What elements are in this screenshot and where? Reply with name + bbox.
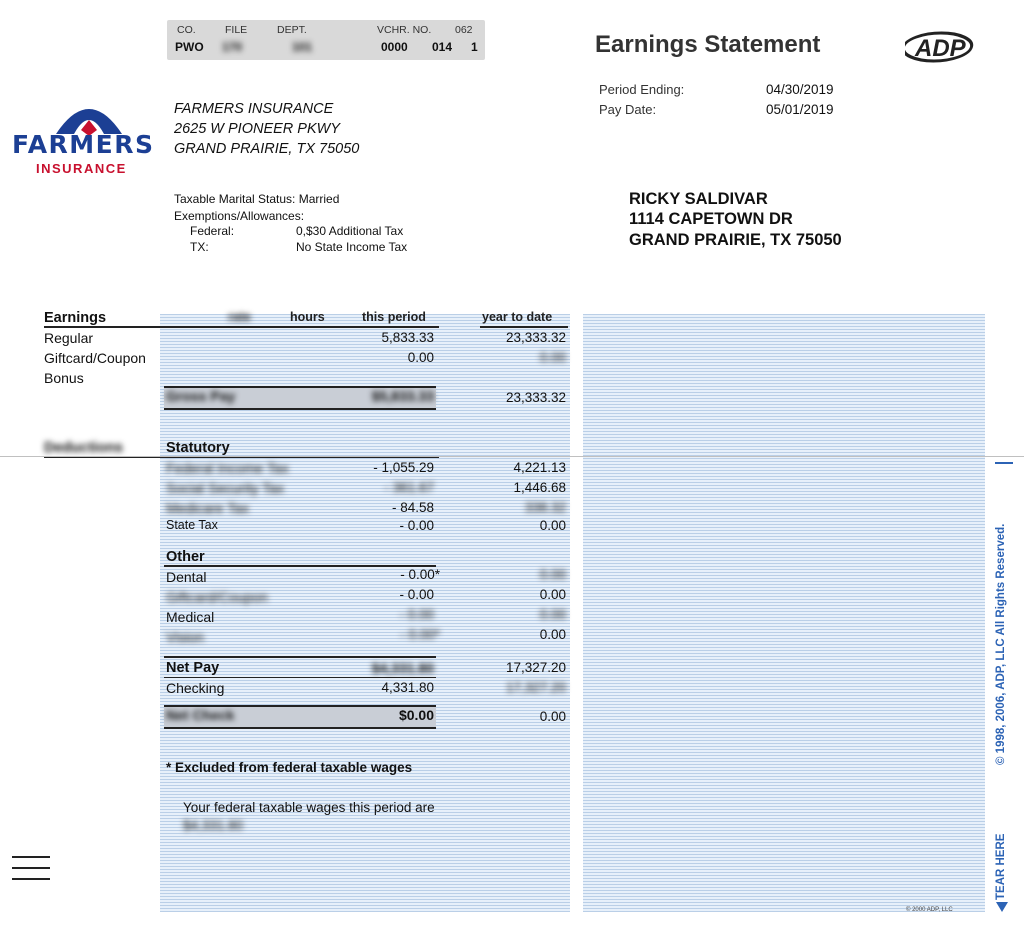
farmers-logo: [12, 90, 167, 180]
taxable-wages-note: Your federal taxable wages this period are: [183, 800, 435, 815]
adp-logo: [905, 30, 980, 71]
federal-exemption-value: 0,$30 Additional Tax: [296, 224, 404, 238]
tx-exemption-value: No State Income Tax: [296, 240, 408, 254]
other-ytd-medical: 0.00: [539, 607, 566, 622]
file-label: FILE: [225, 24, 248, 36]
earnings-title: Earnings: [44, 310, 107, 326]
earnings-ytd-rule: [480, 326, 568, 328]
earnings-label-giftcard: Giftcard/Coupon: [44, 350, 146, 366]
adp-logo-icon: [905, 30, 980, 66]
tear-arrow-icon: [996, 902, 1008, 912]
company-address1: 2625 W PIONEER PKWY: [174, 121, 340, 137]
exemptions-label: Exemptions/Allowances:: [174, 209, 305, 223]
code-062: 062: [455, 24, 473, 36]
ded-period-medicare: - 84.58: [391, 500, 434, 515]
checking-period: 4,331.80: [381, 680, 434, 695]
voucher-code-box: [167, 20, 485, 60]
other-period-medical: - 0.00: [399, 607, 434, 622]
earnings-ytd-regular: 23,333.32: [505, 330, 566, 345]
statement-title: Earnings Statement: [595, 31, 821, 58]
ded-period-federal: - 1,055.29: [373, 460, 434, 475]
checking-label: Checking: [166, 680, 225, 696]
gross-pay-ytd: 23,333.32: [505, 390, 566, 405]
statutory-title: Statutory: [166, 440, 230, 456]
logo-subtitle: INSURANCE: [36, 161, 127, 176]
pay-date-label: Pay Date:: [599, 102, 657, 117]
margin-mark-2: [12, 867, 50, 869]
fold-line: [0, 456, 1024, 457]
ded-ytd-social-security: 1,446.68: [513, 480, 566, 495]
dept-value: 101: [292, 40, 313, 54]
other-label-vision: Vision: [166, 629, 204, 645]
other-period-dental: - 0.00*: [400, 567, 440, 582]
net-pay-ytd: 17,327.20: [505, 660, 566, 675]
ded-label-medicare: Medicare Tax: [166, 500, 250, 516]
net-check-label: Net Check: [166, 707, 235, 723]
ded-period-social-security: - 361.67: [384, 480, 434, 495]
other-title: Other: [166, 549, 205, 565]
ded-ytd-medicare: 338.32: [524, 500, 566, 515]
employee-address2: GRAND PRAIRIE, TX 75050: [629, 231, 842, 249]
net-pay-underline: [164, 677, 436, 678]
excluded-note: * Excluded from federal taxable wages: [166, 760, 413, 775]
ded-ytd-federal: 4,221.13: [513, 460, 566, 475]
ded-period-state: - 0.00: [399, 518, 434, 533]
employee-name: RICKY SALDIVAR: [629, 190, 768, 208]
period-ending-value: 04/30/2019: [766, 82, 834, 97]
ded-label-federal: Federal Income Tax: [166, 460, 289, 476]
col-this-period: this period: [362, 310, 426, 324]
net-pay-rule: [164, 656, 436, 658]
vchr-label: VCHR. NO.: [377, 24, 432, 36]
tx-exemption-label: TX:: [190, 240, 209, 254]
company-name: FARMERS INSURANCE: [174, 101, 334, 117]
other-period-giftcard: - 0.00: [399, 587, 434, 602]
marital-status: Taxable Marital Status: Married: [174, 192, 340, 206]
other-label-medical: Medical: [166, 609, 215, 625]
dept-label: DEPT.: [277, 24, 307, 36]
other-ytd-vision: 0.00: [539, 627, 566, 642]
adp-footer: © 2000 ADP, LLC: [906, 907, 953, 913]
period-ending-label: Period Ending:: [599, 82, 685, 97]
other-ytd-giftcard: 0.00: [539, 587, 566, 602]
margin-mark-3: [12, 878, 50, 880]
co-value: PWO: [175, 40, 204, 54]
earnings-ytd-giftcard: 0.00: [539, 350, 566, 365]
col-year-to-date: year to date: [482, 310, 553, 324]
col-hours: hours: [290, 310, 325, 324]
copyright-vertical: © 1998, 2006, ADP, LLC All Rights Reserved.: [995, 523, 1007, 765]
statement-panel-right: [583, 314, 985, 912]
company-address2: GRAND PRAIRIE, TX 75050: [174, 141, 360, 157]
other-label-dental: Dental: [166, 569, 207, 585]
adp-logo-text: ADP: [915, 35, 966, 62]
col-rate: rate: [228, 310, 251, 324]
file-value: 170: [222, 40, 243, 54]
page-number: 1: [471, 40, 478, 54]
ded-ytd-state: 0.00: [539, 518, 566, 533]
vchr-value: 0000: [381, 40, 408, 54]
ded-label-state: State Tax: [166, 518, 218, 532]
vchr-value-2: 014: [432, 40, 453, 54]
other-label-giftcard: Giftcard/Coupon: [166, 589, 268, 605]
earnings-header-rule: [44, 326, 439, 328]
checking-ytd: 17,327.20: [505, 680, 566, 695]
ded-label-social-security: Social Security Tax: [166, 480, 285, 496]
logo-wordmark: FARMERS: [12, 130, 155, 159]
pay-date-value: 05/01/2019: [766, 102, 834, 117]
earnings-period-regular: 5,833.33: [381, 330, 434, 345]
other-period-vision: - 0.00*: [400, 627, 440, 642]
taxable-wages-amount: $4,331.80: [183, 818, 244, 833]
gross-pay-period: $5,833.33: [371, 388, 434, 404]
net-check-ytd: 0.00: [539, 709, 566, 724]
deductions-title: Deductions: [44, 440, 123, 456]
net-pay-period: $4,331.80: [371, 660, 434, 676]
gross-pay-label: Gross Pay: [166, 388, 236, 404]
earnings-label-regular: Regular: [44, 330, 94, 346]
net-check-period: $0.00: [398, 707, 434, 723]
tear-here-label: TEAR HERE: [995, 833, 1007, 900]
net-pay-label: Net Pay: [166, 660, 220, 676]
federal-exemption-label: Federal:: [190, 224, 235, 238]
margin-mark-1: [12, 856, 50, 858]
tear-mark: [995, 462, 1013, 464]
employee-address1: 1114 CAPETOWN DR: [629, 210, 793, 228]
other-ytd-dental: 0.00: [539, 567, 566, 582]
earnings-period-giftcard: 0.00: [407, 350, 434, 365]
co-label: CO.: [177, 24, 196, 36]
earnings-label-bonus: Bonus: [44, 370, 84, 386]
